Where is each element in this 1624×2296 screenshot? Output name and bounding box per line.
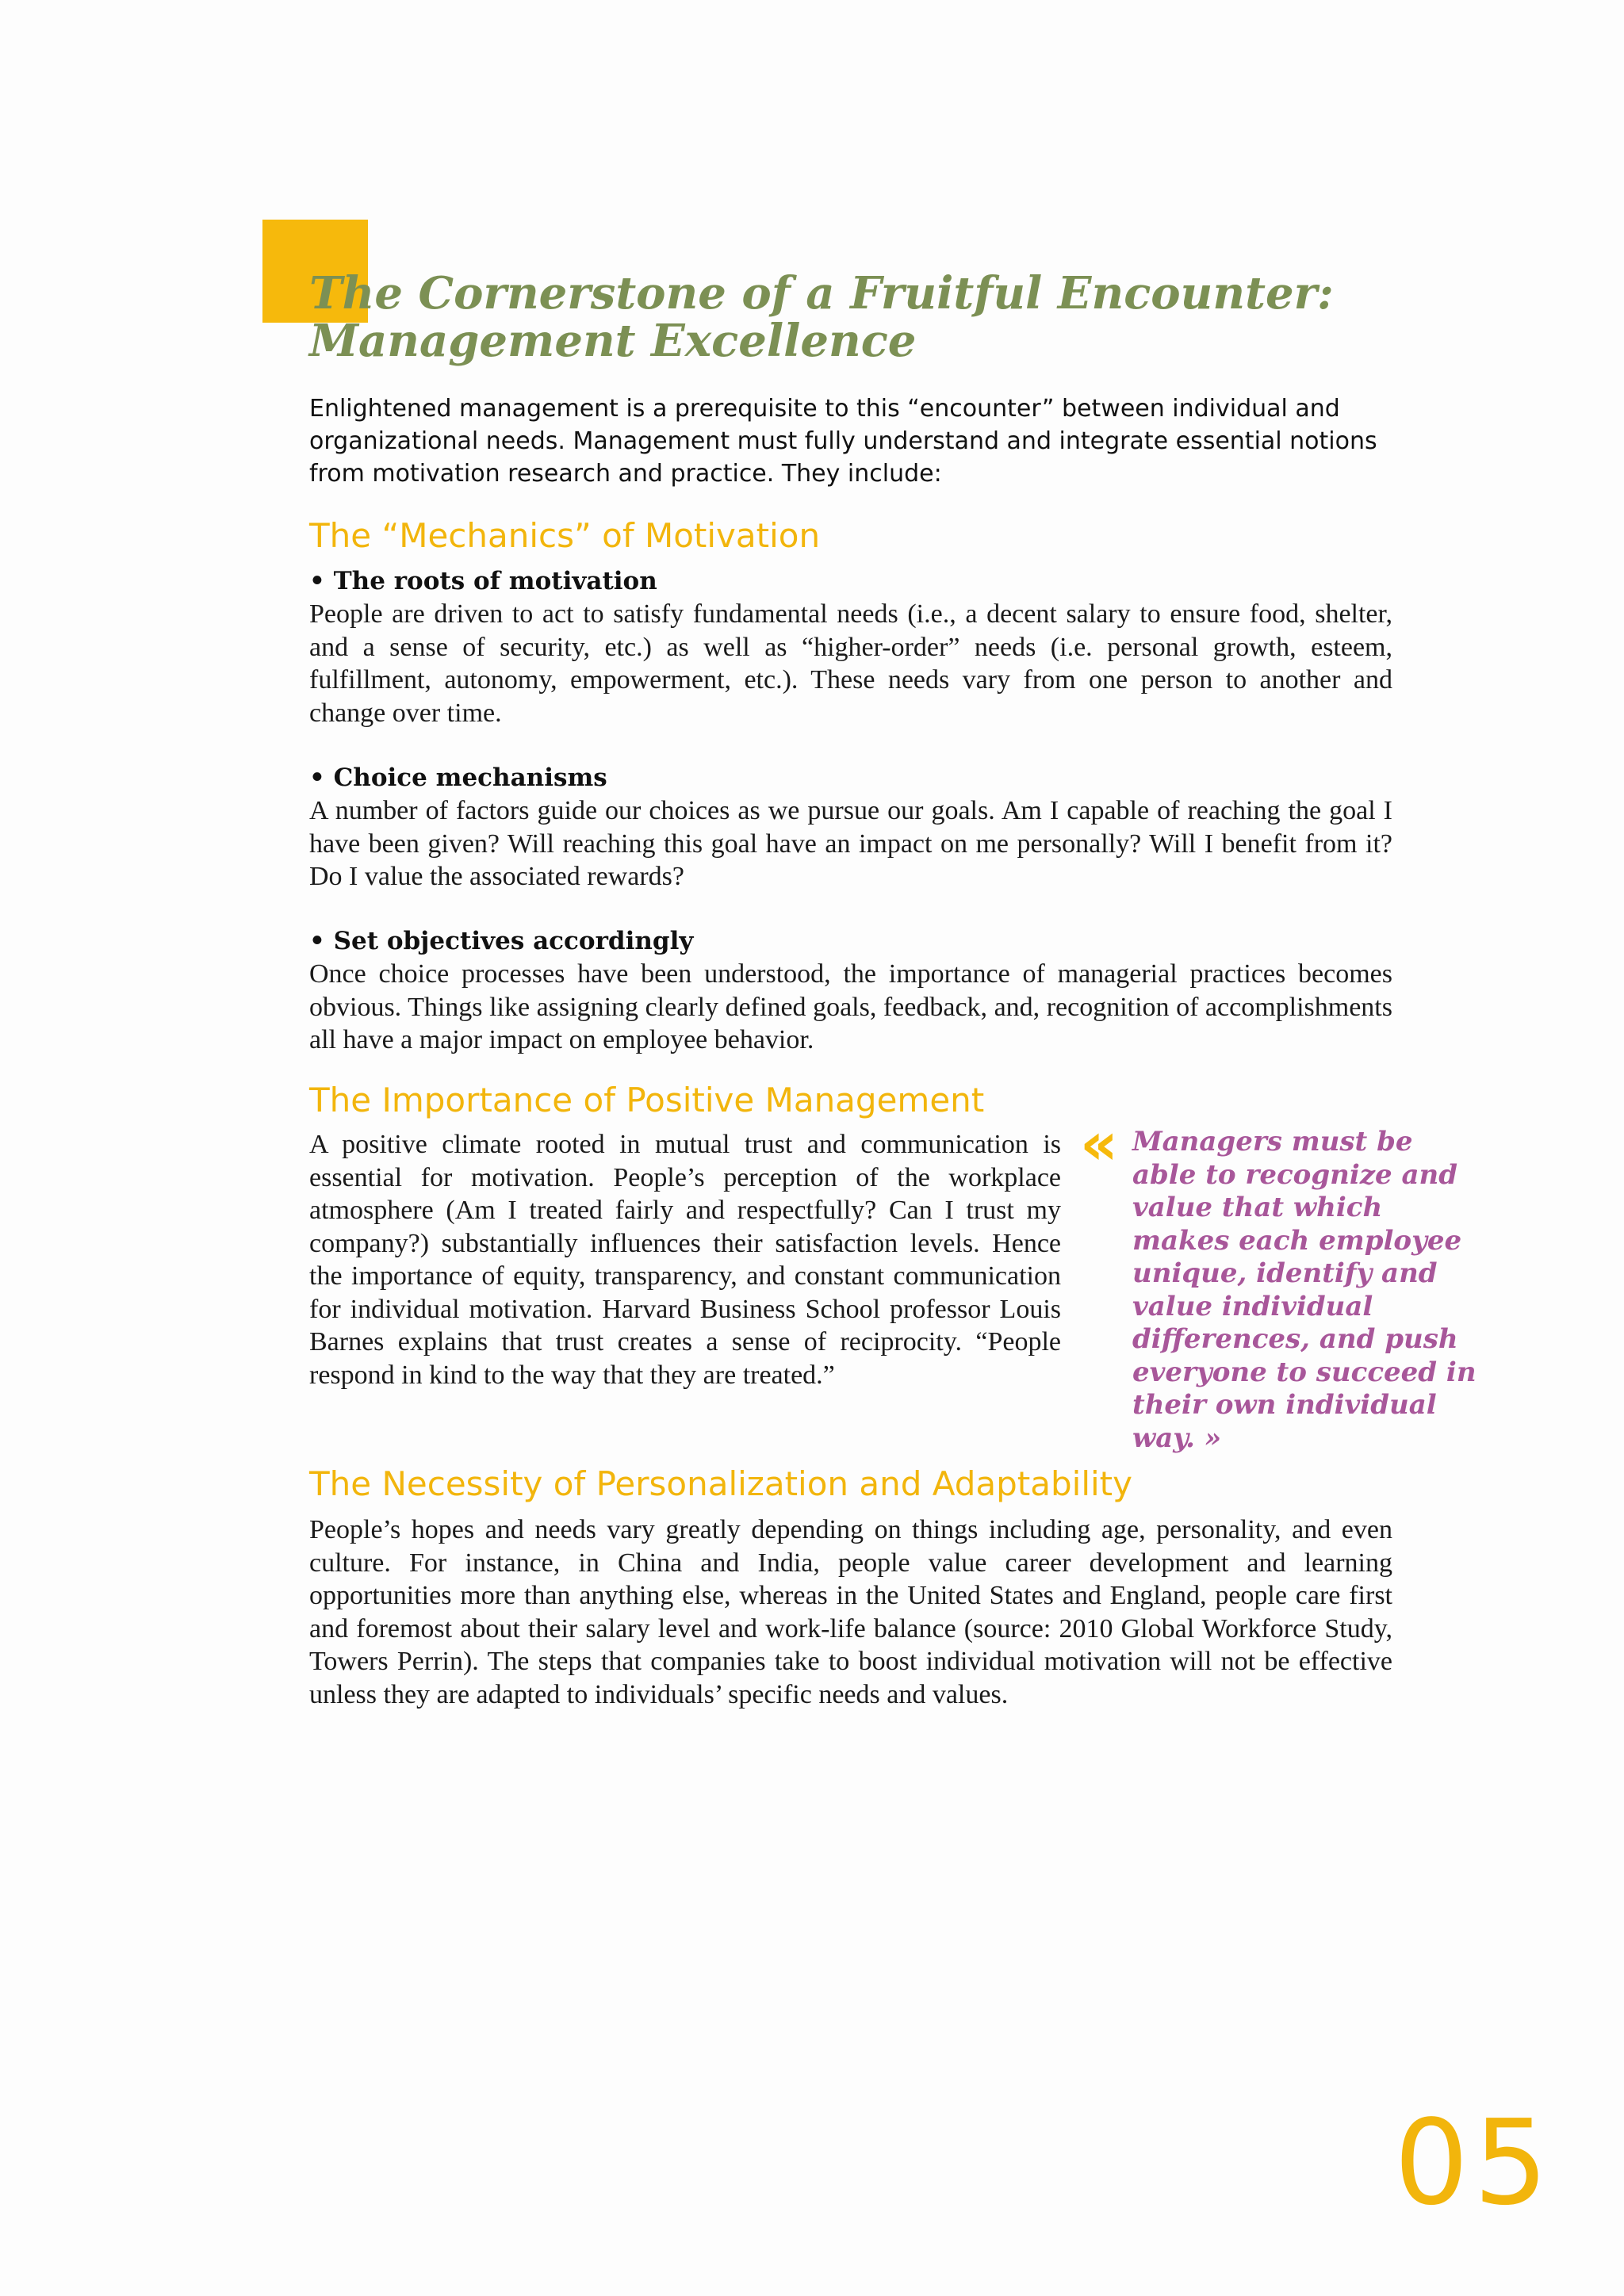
subheading-objectives: • Set objectives accordingly xyxy=(309,927,694,955)
subheading-choice: • Choice mechanisms xyxy=(309,763,607,792)
section-heading-mechanics: The “Mechanics” of Motivation xyxy=(309,516,821,555)
paragraph-roots: People are driven to act to satisfy fundamental needs (i.e., a decent salary to ensure food, shelter, and a sense of security, etc.) as well as “higher-order” needs (i.e. personal growth, esteem, fulfillment, autonomy, empowerment, etc.). These needs vary from one person to another and change over time. xyxy=(309,599,1392,728)
page-number: 05 xyxy=(1394,2095,1553,2231)
paragraph-positive-management: A positive climate rooted in mutual trust and communication is essential for motivation. People’s perception of the workplace atmosphere (Am I treated fairly and respectfully? Can I trust my company?) substantially influences their satisfaction levels. Hence the importance of equity, transparency, and constant communication for individual motivation. Harvard Business School professor Louis Barnes explains that trust creates a sense of reciprocity. “People respond in kind to the way that they are treated.” xyxy=(309,1130,1061,1390)
section-heading-personalization: The Necessity of Personalization and Adaptability xyxy=(309,1464,1133,1503)
paragraph-objectives: Once choice processes have been understood, the importance of managerial practices becomes obvious. Things like assigning clearly defined goals, feedback, and, recognition of accomplishments all have a major impact on employee behavior. xyxy=(309,959,1392,1054)
paragraph-personalization: People’s hopes and needs vary greatly depending on things including age, personality, and even culture. For instance, in China and India, people value career development and learning opportunities more than anything else, whereas in the United States and England, people care first and foremost about their salary level and work-life balance (source: 2010 Global Workforce Study, Towers Perrin). The steps that companies take to boost individual motivation will not be effective unless they are adapted to individuals’ specific needs and values. xyxy=(309,1515,1392,1709)
quote-mark-icon: « xyxy=(1080,1110,1118,1178)
intro-paragraph: Enlightened management is a prerequisite to this “encounter” between individual and organizational needs. Management must fully understand and integrate essential notions from motivation research and practice. They include: xyxy=(309,395,1377,488)
pull-quote: Managers must be able to recognize and value that which makes each employee unique, identify and value individual differences, and push everyone to succeed in their own individual way. » xyxy=(1132,1126,1477,1454)
paragraph-choice: A number of factors guide our choices as we pursue our goals. Am I capable of reaching the goal I have been given? Will reaching this goal have an impact on me personally? Will I benefit from it? Do I value the associated rewards? xyxy=(309,796,1392,891)
title-line-2: Management Excellence xyxy=(309,315,917,367)
page-title xyxy=(309,267,1459,367)
subheading-roots: • The roots of motivation xyxy=(309,567,657,595)
title-line-1: The Cornerstone of a Fruitful Encounter: xyxy=(309,267,1334,320)
section-heading-positive-management: The Importance of Positive Management xyxy=(309,1081,985,1119)
